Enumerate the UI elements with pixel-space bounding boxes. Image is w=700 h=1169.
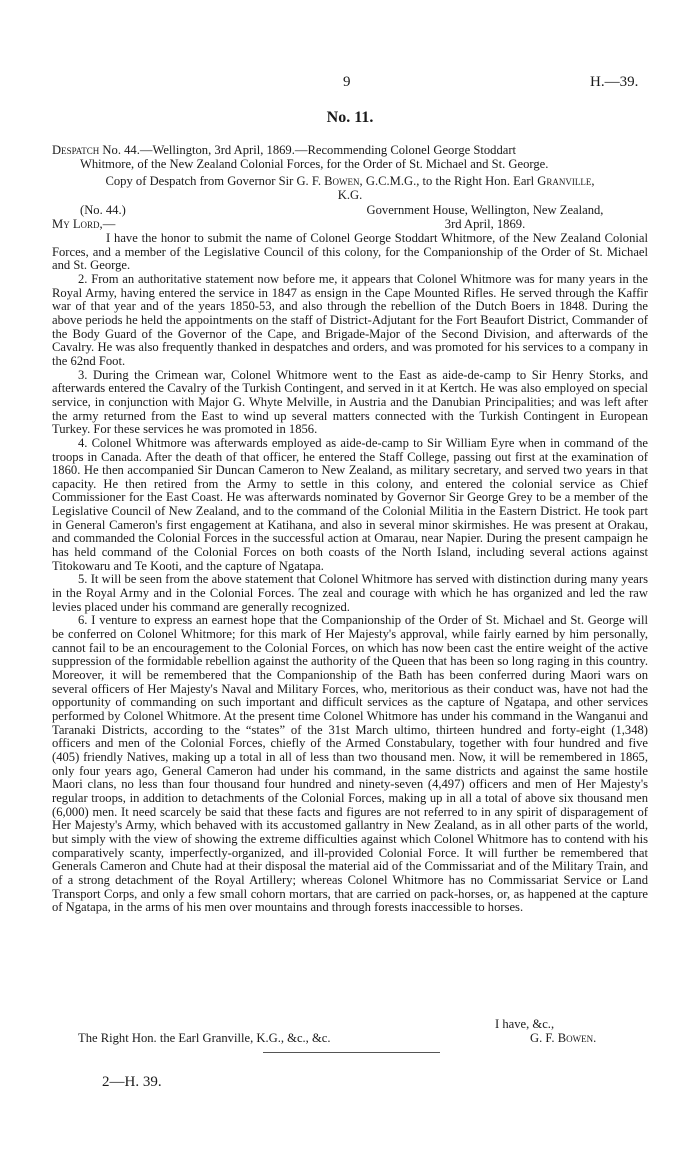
copy-bowen: Bowen bbox=[324, 174, 360, 188]
copy-granville: Granville bbox=[537, 174, 592, 188]
signature-end: . bbox=[593, 1031, 597, 1045]
document-number-title: No. 11. bbox=[326, 109, 374, 126]
addressee: The Right Hon. the Earl Granville, K.G., &c., &c. bbox=[78, 1031, 331, 1045]
copy-text: , bbox=[591, 174, 595, 188]
paragraph: 5. It will be seen from the above statement that Colonel Whitmore has served with distinction during many years in the Royal Army and in the Colonial Forces. The zeal and courage with which he has organized and led the raw levies placed under his command are generally recognized. bbox=[52, 572, 648, 614]
page-number: 9 bbox=[343, 74, 351, 90]
heading-line2: Whitmore, of the New Zealand Colonial Forces, for the Order of St. Michael and St. George. bbox=[80, 156, 549, 171]
copy-line bbox=[52, 175, 648, 202]
signature bbox=[530, 1032, 596, 1046]
copy-kg: K.G. bbox=[337, 187, 363, 202]
paragraph: I have the honor to submit the name of Colonel George Stoddart Whitmore, of the New Zealand Colonial Forces, and a member of the Legislative Council of this colony, for the Companionship of the Order of St. Michael and St. George. bbox=[52, 231, 648, 273]
sender-address bbox=[340, 204, 630, 231]
paragraph: 4. Colonel Whitmore was afterwards employed as aide-de-camp to Sir William Eyre when in command of the troops in Canada. After the death of that officer, he entered the Staff College, passing out first at the examination of 1860. He then accompanied Sir Duncan Cameron to New Zealand, as military secretary, and served two years in that capacity. He then retired from the Army to settle in this colony, and entered the colonial service as Chief Commissioner for the East Coast. He was afterwards nominated by Governor Sir George Grey to be a member of the Legislative Council of New Zealand, and to the command of the Colonial Militia in the Eastern District. He took part in General Cameron's first engagement at Katihana, and also in several minor skirmishes. He was present at Orakau, and commanded the Colonial Forces in the successful action at Omarau, near Napier. During the present campaign he has held command of the Colonial Forces on both coasts of the North Island, including several actions against Titokowaru and Te Kooti, and the capture of Ngatapa. bbox=[52, 435, 648, 573]
copy-text: , G.C.M.G., to the Right Hon. Earl bbox=[359, 174, 538, 188]
despatch-heading bbox=[52, 144, 648, 171]
letter-body bbox=[52, 232, 648, 915]
closing: I have, &c., bbox=[495, 1017, 555, 1031]
signature-surname: Bowen bbox=[557, 1031, 594, 1045]
salutation: My Lord,— bbox=[52, 217, 116, 231]
section-divider bbox=[263, 1052, 440, 1053]
signature-initials: G. F. bbox=[530, 1031, 558, 1045]
heading-line1: No. 44.—Wellington, 3rd April, 1869.—Recommending Colonel George Stoddart bbox=[99, 143, 517, 157]
printer-signature-mark: 2—H. 39. bbox=[102, 1074, 162, 1090]
heading-lead: Despatch bbox=[52, 143, 100, 157]
paragraph: 3. During the Crimean war, Colonel Whitmore went to the East as aide-de-camp to Sir Henry Storks, and afterwards entered the Cavalry of the Turkish Contingent, and served in it at Kertch. He was also employed on special service, in conjunction with Major G. Whyte Melville, in Austria and the Danubian Principalities; and was left after the army returned from the East to wind up several matters connected with the Turkish Contingent in European Turkey. For these services he was promoted in 1856. bbox=[52, 367, 648, 437]
despatch-number: (No. 44.) bbox=[80, 203, 126, 217]
paragraph: 2. From an authoritative statement now before me, it appears that Colonel Whitmore was for many years in the Royal Army, having entered the service in 1847 as ensign in the Cape Mounted Rifles. He served through the Kaffir war of that year and of the years 1850-53, and also through the rebellion of the Dutch Boers in 1848. During the above periods he held the appointments on the staff of District-Adjutant for the Fort Beaufort District, Commander of the Body Guard of the Governor of the Cape, and Brigade-Major of the Second Division, and afterwards of the Cavalry. He was also frequently thanked in despatches and orders, and was promoted for his services to a company in the 62nd Foot. bbox=[52, 271, 648, 368]
paragraph: 6. I venture to express an earnest hope that the Companionship of the Order of St. Michael and St. George will be conferred on Colonel Whitmore; for this mark of Her Majesty's approval, while fairly earned by him personally, cannot fail to be an encouragement to the Colonial Forces, on which has now been cast the entire weight of the active suppression of the formidable rebellion against the authority of the Queen that has been so long raging in this country. Moreover, it will be remembered that the Companionship of the Bath has been conferred during Maori wars on several officers of Her Majesty's Naval and Military Forces, who, meritorious as their conduct was, have not had the opportunity of commanding on such important and difficult services as the capture of Ngatapa, and other services performed by Colonel Whitmore. At the present time Colonel Whitmore has under his command in the Wanganui and Taranaki Districts, according to the “states” of the 31st March ultimo, thirteen hundred and forty-eight (1,348) officers and men of the Colonial Forces, chiefly of the Armed Constabulary, together with four hundred and five (405) friendly Natives, making up a total in all of less than two thousand men. Now, it will be remembered in 1865, only four years ago, General Cameron had under his command, in the same districts and against the same hostile Maori clans, no less than four thousand four hundred and ninety-seven (4,497) officers and men of Her Majesty's regular troops, in addition to detachments of the Colonial Forces, making up in all a total of above six thousand men (6,000) men. It need scarcely be said that these facts and figures are not referred to in any spirit of disparagement of Her Majesty's Army, which behaved with its accustomed gallantry in New Zealand, as in all other parts of the world, but simply with the view of showing the extreme difficulties against which Colonel Whitmore has to contend with his comparatively scanty, imperfectly-organized, and ill-provided Colonial Force. It will further be remembered that Generals Cameron and Chute had at their disposal the material aid of the Commissariat and of the Military Train, and of a strong detachment of the Royal Artillery; whereas Colonel Whitmore has no Commissariat Service or Land Transport Corps, and only a few small cohorn mortars, that are carried on pack-horses, or, as happened at the capture of Ngatapa, in the arms of his men over mountains and through forests inaccessible to horses. bbox=[52, 613, 648, 915]
address-date: 3rd April, 1869. bbox=[444, 216, 526, 231]
document-reference: H.—39. bbox=[590, 74, 639, 90]
copy-text: Copy of Despatch from Governor Sir G. F. bbox=[105, 174, 325, 188]
address-line1: Government House, Wellington, New Zealand, bbox=[366, 203, 604, 217]
